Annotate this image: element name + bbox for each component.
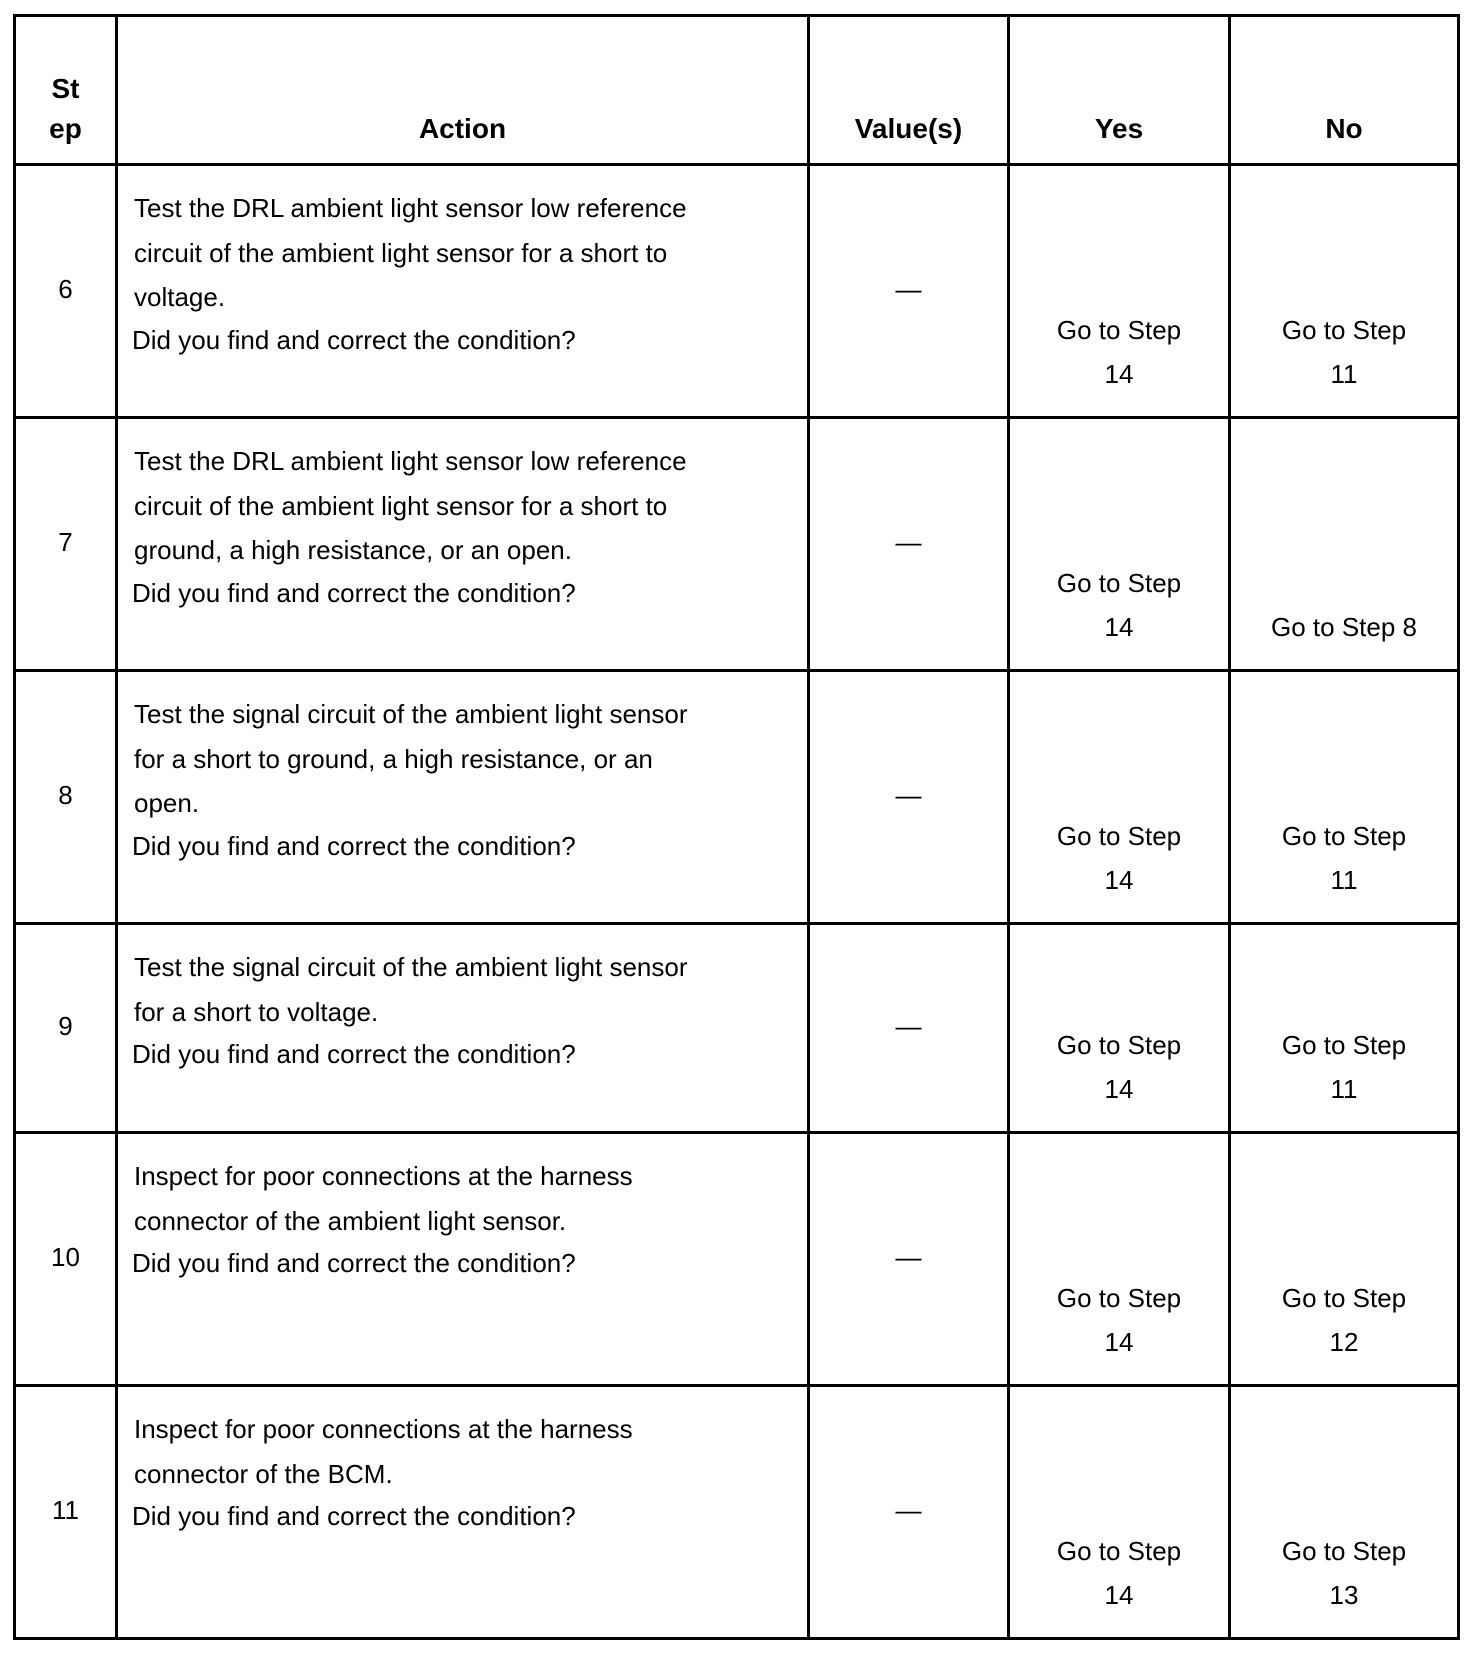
no-go-to-line: 12 — [1329, 1327, 1359, 1357]
action-cell — [117, 671, 809, 924]
action-question: Did you find and correct the condition? — [132, 1501, 576, 1531]
step-cell — [15, 924, 117, 1133]
yes-go-to-step — [1010, 814, 1228, 902]
no-go-to-step — [1231, 1529, 1457, 1617]
yes-cell — [1009, 418, 1230, 671]
no-go-to-line: 13 — [1329, 1580, 1359, 1610]
yes-go-to-line: Go to Step — [1056, 1283, 1182, 1313]
step-header-cell — [15, 16, 117, 165]
action-question: Did you find and correct the condition? — [132, 830, 576, 861]
yes-go-to-line: Go to Step — [1056, 1536, 1182, 1566]
no-go-to-line: Go to Step — [1281, 821, 1407, 851]
value-cell — [809, 165, 1009, 418]
action-question: Did you find and correct the condition? — [132, 577, 576, 608]
no-header: No — [1325, 113, 1363, 144]
yes-cell — [1009, 1386, 1230, 1639]
values-header: Value(s) — [854, 113, 963, 144]
no-cell — [1230, 671, 1459, 924]
step-number: 10 — [51, 1241, 80, 1272]
action-question: Did you find and correct the condition? — [132, 324, 576, 355]
action-question: Did you find and correct the condition? — [132, 1248, 576, 1278]
step-number: 8 — [58, 779, 73, 810]
step-cell — [15, 671, 117, 924]
yes-go-to-line: 14 — [1104, 612, 1134, 642]
action-line: Test the signal circuit of the ambient light sensor — [134, 699, 688, 729]
value-text: — — [895, 779, 922, 810]
no-go-to-line: Go to Step — [1281, 1283, 1407, 1313]
yes-header-cell — [1009, 16, 1230, 165]
yes-header: Yes — [1094, 113, 1144, 144]
value-text: — — [895, 273, 922, 304]
value-text: — — [895, 1494, 922, 1525]
action-cell — [117, 924, 809, 1133]
action-text — [118, 672, 807, 866]
action-line: Test the DRL ambient light sensor low reference — [134, 446, 687, 476]
step-number: 9 — [58, 1010, 73, 1041]
action-line: circuit of the ambient light sensor for a short to — [134, 237, 668, 268]
yes-go-to-line: 14 — [1104, 865, 1134, 895]
values-header-cell — [809, 16, 1009, 165]
action-cell — [117, 165, 809, 418]
yes-cell — [1009, 1133, 1230, 1386]
yes-go-to-step — [1010, 308, 1228, 396]
action-line: Test the signal circuit of the ambient light sensor — [134, 952, 688, 982]
action-line: circuit of the ambient light sensor for a short to — [134, 490, 668, 521]
yes-go-to-step — [1010, 1529, 1228, 1617]
table-row — [15, 418, 1459, 671]
diagnostic-step-table — [13, 14, 1460, 1640]
no-cell — [1230, 418, 1459, 671]
step-cell — [15, 165, 117, 418]
yes-go-to-line: 14 — [1104, 1074, 1134, 1104]
action-text — [118, 166, 807, 360]
value-cell — [809, 924, 1009, 1133]
no-go-to-line: Go to Step 8 — [1271, 612, 1417, 642]
value-cell — [809, 671, 1009, 924]
yes-go-to-line: Go to Step — [1056, 1030, 1182, 1060]
yes-go-to-step — [1010, 561, 1228, 649]
yes-go-to-line: Go to Step — [1056, 315, 1182, 345]
no-go-to-line: 11 — [1330, 865, 1358, 895]
action-text — [118, 419, 807, 613]
step-number: 6 — [58, 273, 73, 304]
action-line: connector of the ambient light sensor. — [134, 1205, 567, 1236]
no-go-to-line: Go to Step — [1281, 1536, 1407, 1566]
no-go-to-line: Go to Step — [1281, 315, 1407, 345]
no-go-to-step — [1231, 308, 1457, 396]
no-go-to-line: 11 — [1330, 359, 1358, 389]
yes-cell — [1009, 671, 1230, 924]
no-go-to-step — [1231, 1023, 1457, 1111]
action-line: Test the DRL ambient light sensor low reference — [134, 193, 687, 223]
yes-go-to-step — [1010, 1023, 1228, 1111]
value-text: — — [895, 1241, 922, 1272]
action-line: Inspect for poor connections at the harness — [134, 1161, 633, 1191]
step-number: 7 — [58, 526, 73, 557]
value-cell — [809, 1133, 1009, 1386]
yes-go-to-line: 14 — [1104, 1327, 1134, 1357]
yes-go-to-step — [1010, 1276, 1228, 1364]
action-line: connector of the BCM. — [134, 1458, 393, 1489]
table-row — [15, 1133, 1459, 1386]
no-cell — [1230, 165, 1459, 418]
no-header-cell — [1230, 16, 1459, 165]
no-go-to-line: 11 — [1330, 1074, 1358, 1104]
step-header: St ep — [49, 73, 82, 144]
action-cell — [117, 418, 809, 671]
action-cell — [117, 1386, 809, 1639]
action-line: ground, a high resistance, or an open. — [134, 535, 572, 565]
action-text — [118, 925, 807, 1074]
table-row — [15, 671, 1459, 924]
table-row — [15, 924, 1459, 1133]
action-cell — [117, 1133, 809, 1386]
no-go-to-step — [1231, 814, 1457, 902]
action-line: voltage. — [134, 282, 226, 312]
yes-go-to-line: Go to Step — [1056, 821, 1182, 851]
table-row — [15, 1386, 1459, 1639]
action-line: open. — [134, 788, 200, 818]
action-question: Did you find and correct the condition? — [132, 1039, 576, 1069]
table-header-row — [15, 16, 1459, 165]
value-cell — [809, 1386, 1009, 1639]
table-row — [15, 165, 1459, 418]
action-header-cell — [117, 16, 809, 165]
action-text — [118, 1134, 807, 1283]
yes-go-to-line: Go to Step — [1056, 568, 1182, 598]
value-cell — [809, 418, 1009, 671]
action-line: for a short to voltage. — [134, 996, 379, 1027]
action-header: Action — [418, 113, 507, 144]
action-line: Inspect for poor connections at the harness — [134, 1414, 633, 1444]
yes-cell — [1009, 165, 1230, 418]
step-number: 11 — [52, 1494, 79, 1525]
no-go-to-line: Go to Step — [1281, 1030, 1407, 1060]
yes-go-to-line: 14 — [1104, 1580, 1134, 1610]
no-cell — [1230, 1386, 1459, 1639]
value-text: — — [895, 1010, 922, 1041]
action-text — [118, 1387, 807, 1536]
yes-cell — [1009, 924, 1230, 1133]
no-go-to-step — [1231, 1276, 1457, 1364]
no-cell — [1230, 1133, 1459, 1386]
value-text: — — [895, 526, 922, 557]
action-line: for a short to ground, a high resistance, or an — [134, 743, 653, 774]
step-cell — [15, 1133, 117, 1386]
no-cell — [1230, 924, 1459, 1133]
yes-go-to-line: 14 — [1104, 359, 1134, 389]
no-go-to-step — [1231, 605, 1457, 649]
step-cell — [15, 418, 117, 671]
step-cell — [15, 1386, 117, 1639]
